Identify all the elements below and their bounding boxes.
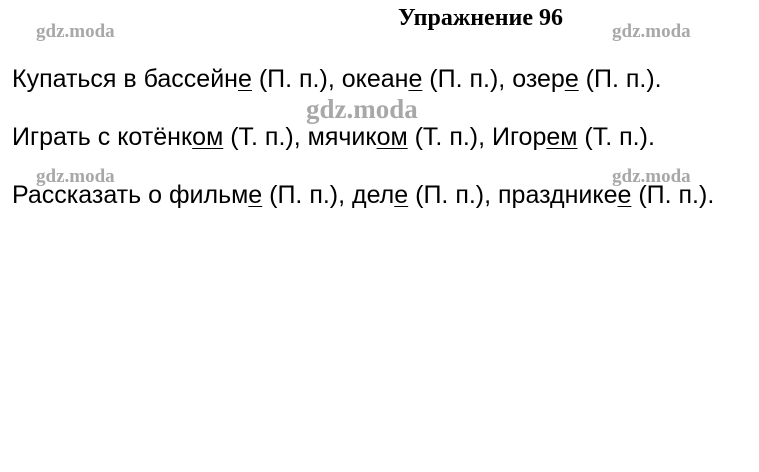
text-segment: (П. п.), празднике (408, 181, 618, 209)
text-segment: (П. п.). (578, 65, 662, 93)
watermark: gdz.moda (612, 166, 691, 187)
text-segment: (П. п.), озер (422, 65, 565, 93)
text-segment: Купаться в бассейн (12, 65, 238, 93)
watermark: gdz.moda (306, 94, 418, 124)
underlined-ending: е (617, 181, 632, 209)
exercise-title: Упражнение 96 (398, 5, 564, 31)
underlined-ending: е (394, 181, 409, 209)
underlined-ending: ем (546, 123, 578, 151)
text-segment: (П. п.). (631, 181, 715, 209)
underlined-ending: е (564, 65, 579, 93)
text-segment: Рассказать о фильм (12, 181, 249, 209)
underlined-ending: ом (376, 123, 408, 151)
text-segment: (П. п.), океан (251, 65, 409, 93)
underlined-ending: е (408, 65, 423, 93)
underlined-ending: ом (192, 123, 224, 151)
text-segment: (Т. п.), Игор (407, 123, 547, 151)
underlined-ending: е (237, 65, 252, 93)
text-segment: (П. п.), дел (262, 181, 395, 209)
watermark: gdz.moda (612, 21, 691, 42)
exercise-line-3 (12, 180, 714, 210)
text-segment: (Т. п.). (577, 123, 655, 151)
text-segment: Играть с котёнк (12, 123, 193, 151)
text-segment: (Т. п.), мячик (223, 123, 377, 151)
exercise-line-1 (12, 64, 662, 94)
watermark: gdz.moda (36, 21, 115, 42)
underlined-ending: е (248, 181, 263, 209)
exercise-line-2 (12, 122, 655, 152)
watermark: gdz.moda (36, 166, 115, 187)
